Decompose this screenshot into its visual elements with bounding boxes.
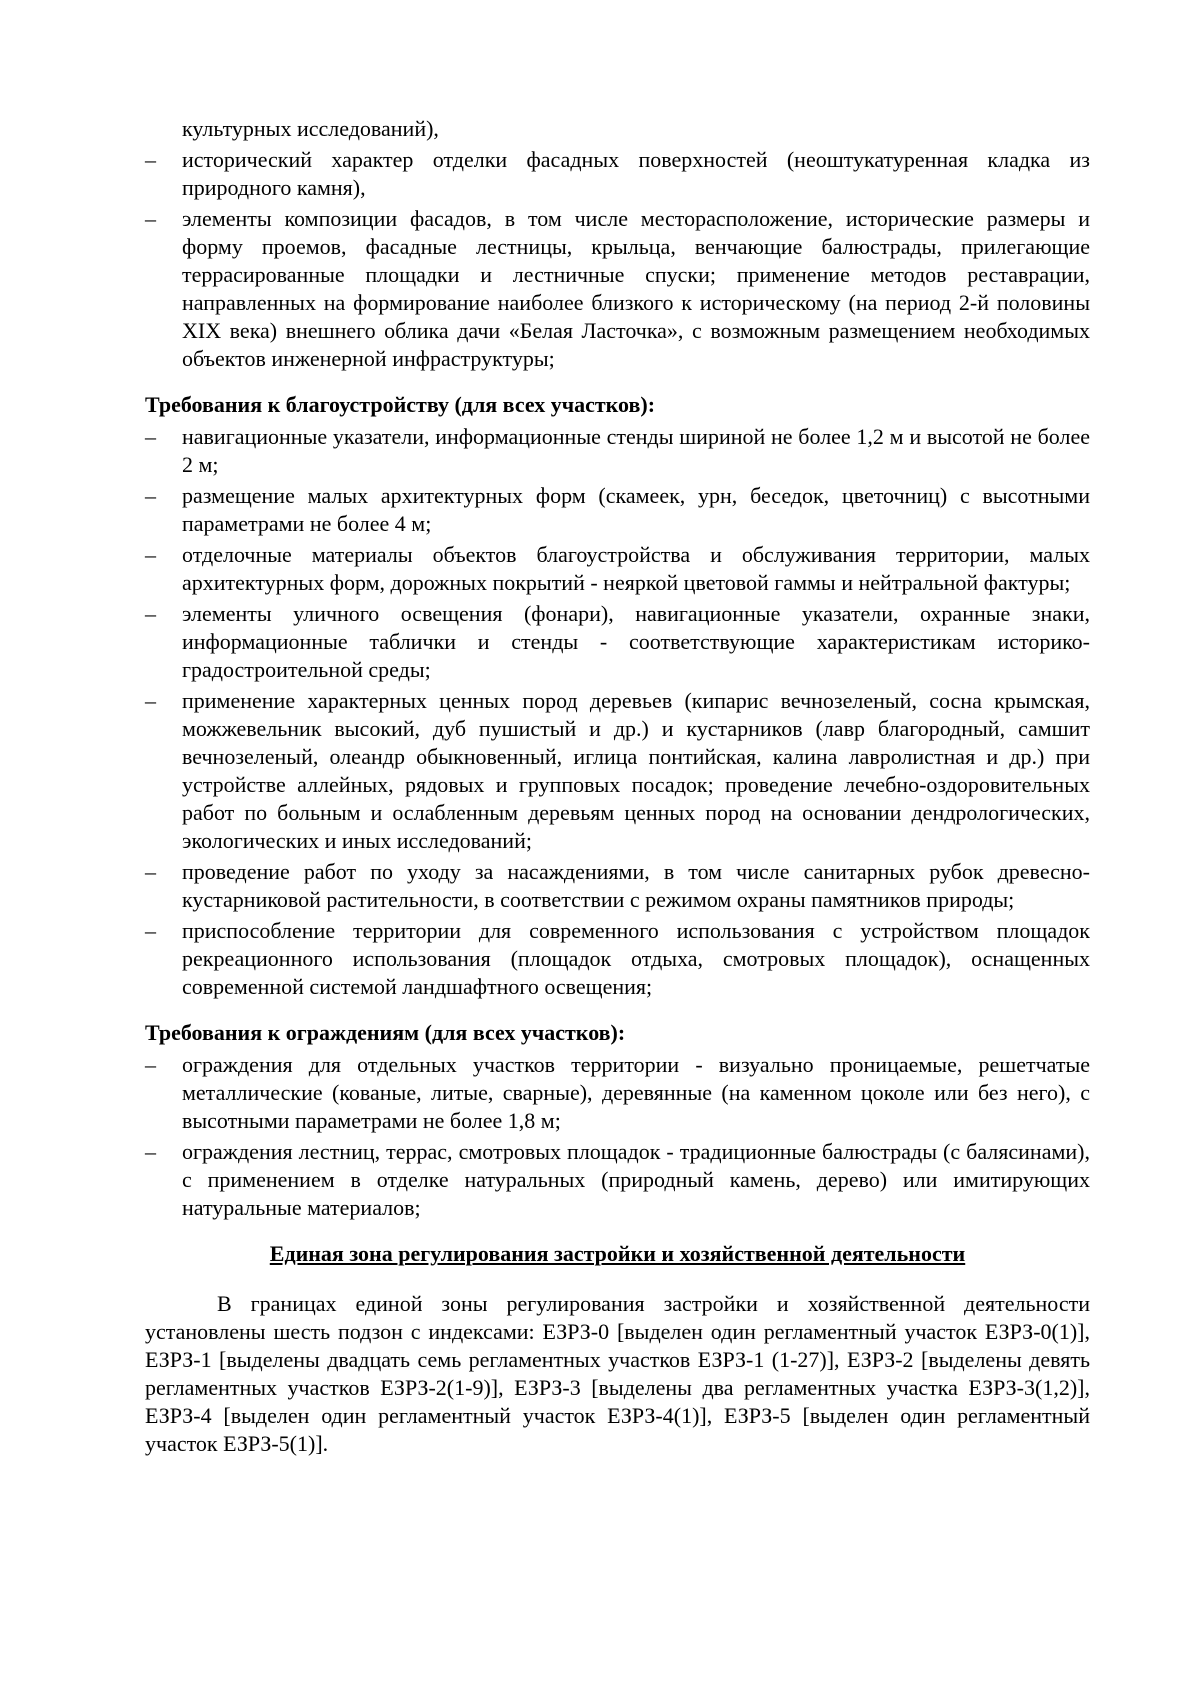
- dash-bullet: –: [145, 147, 156, 172]
- dash-bullet: –: [145, 206, 156, 231]
- dash-bullet: –: [145, 601, 156, 626]
- continuation-line: культурных исследований),: [182, 116, 439, 141]
- list-item-text: отделочные материалы объектов благоустройства и обслуживания территории, малых архитектурных форм, дорожных покрытий - неяркой цветовой гаммы и нейтральной фактуры;: [182, 542, 1090, 595]
- dash-bullet: –: [145, 688, 156, 713]
- list-item-text: элементы композиции фасадов, в том числе месторасположение, исторические размеры и форму проемов, фасадные лестницы, крыльца, венчающие балюстрады, прилегающие террасированные площадки и лестничные спуски; применение методов реставрации, направленных на формирование наиболее близкого к историческому (на период 2-й половины XIX века) внешнего облика дачи «Белая Ласточка», с возможным размещением необходимых объектов инженерной инфраструктуры;: [182, 206, 1090, 371]
- list-item-text: приспособление территории для современного использования с устройством площадок рекреационного использования (площадок отдыха, смотровых площадок), оснащенных современной системой ландшафтного освещения;: [182, 918, 1090, 999]
- intro-list: [145, 146, 1090, 373]
- dash-bullet: –: [145, 542, 156, 567]
- list-item: [145, 205, 1090, 373]
- list-item: [145, 600, 1090, 684]
- list-item: [145, 482, 1090, 538]
- list-item-text: размещение малых архитектурных форм (скамеек, урн, беседок, цветочниц) с высотными параметрами не более 4 м;: [182, 483, 1090, 536]
- list-item-text: ограждения лестниц, террас, смотровых площадок - традиционные балюстрады (с балясинами), с применением в отделке натуральных (природный камень, дерево) или имитирующих натуральные материалов;: [182, 1139, 1090, 1220]
- fencing-list: [145, 1051, 1090, 1222]
- dash-bullet: –: [145, 859, 156, 884]
- list-item: [145, 858, 1090, 914]
- list-item: [145, 423, 1090, 479]
- list-item: [145, 146, 1090, 202]
- list-item-text: навигационные указатели, информационные стенды шириной не более 1,2 м и высотой не более 2 м;: [182, 424, 1090, 477]
- zone-paragraph: В границах единой зоны регулирования застройки и хозяйственной деятельности установлены шесть подзон с индексами: ЕЗРЗ-0 [выделен один регламентный участок ЕЗРЗ-0(1)], ЕЗРЗ-1 [выделены двадцать семь регламентных участков ЕЗРЗ-1 (1-27)], ЕЗРЗ-2 [выделены девять регламентных участков ЕЗРЗ-2(1-9)], ЕЗРЗ-3 [выделены два регламентных участка ЕЗРЗ-3(1,2)], ЕЗРЗ-4 [выделен один регламентный участок ЕЗРЗ-4(1)], ЕЗРЗ-5 [выделен один регламентный участок ЕЗРЗ-5(1)].: [145, 1291, 1090, 1456]
- list-item: [145, 687, 1090, 855]
- zone-title: Единая зона регулирования застройки и хозяйственной деятельности: [269, 1241, 966, 1266]
- list-item-text: применение характерных ценных пород деревьев (кипарис вечнозеленый, сосна крымская, можжевельник высокий, дуб пушистый и др.) и кустарников (лавр благородный, самшит вечнозеленый, олеандр обыкновенный, иглица понтийская, калина лавролистная и др.) при устройстве аллейных, рядовых и групповых посадок; проведение лечебно-оздоровительных работ по больным и ослабленным деревьям ценных пород на основании дендрологических, экологических и иных исследований;: [182, 688, 1090, 853]
- list-item-text: исторический характер отделки фасадных поверхностей (неоштукатуренная кладка из природного камня),: [182, 147, 1090, 200]
- dash-bullet: –: [145, 1139, 156, 1164]
- fencing-heading: Требования к ограждениям (для всех участков):: [145, 1020, 626, 1045]
- dash-bullet: –: [145, 1052, 156, 1077]
- dash-bullet: –: [145, 424, 156, 449]
- list-item-text: ограждения для отдельных участков территории - визуально проницаемые, решетчатые металлические (кованые, литые, сварные), деревянные (на каменном цоколе или без него), с высотными параметрами не более 1,8 м;: [182, 1052, 1090, 1133]
- list-item-text: проведение работ по уходу за насаждениями, в том числе санитарных рубок древесно-кустарниковой растительности, в соответствии с режимом охраны памятников природы;: [182, 859, 1090, 912]
- page-content: [145, 115, 1090, 1458]
- list-item: [145, 1051, 1090, 1135]
- list-item: [145, 1138, 1090, 1222]
- dash-bullet: –: [145, 918, 156, 943]
- dash-bullet: –: [145, 483, 156, 508]
- list-item: [145, 917, 1090, 1001]
- list-item: [145, 541, 1090, 597]
- list-item-text: элементы уличного освещения (фонари), навигационные указатели, охранные знаки, информационные таблички и стенды - соответствующие характеристикам историко-градостроительной среды;: [182, 601, 1090, 682]
- landscaping-heading: Требования к благоустройству (для всех участков):: [145, 392, 656, 417]
- landscaping-list: [145, 423, 1090, 1001]
